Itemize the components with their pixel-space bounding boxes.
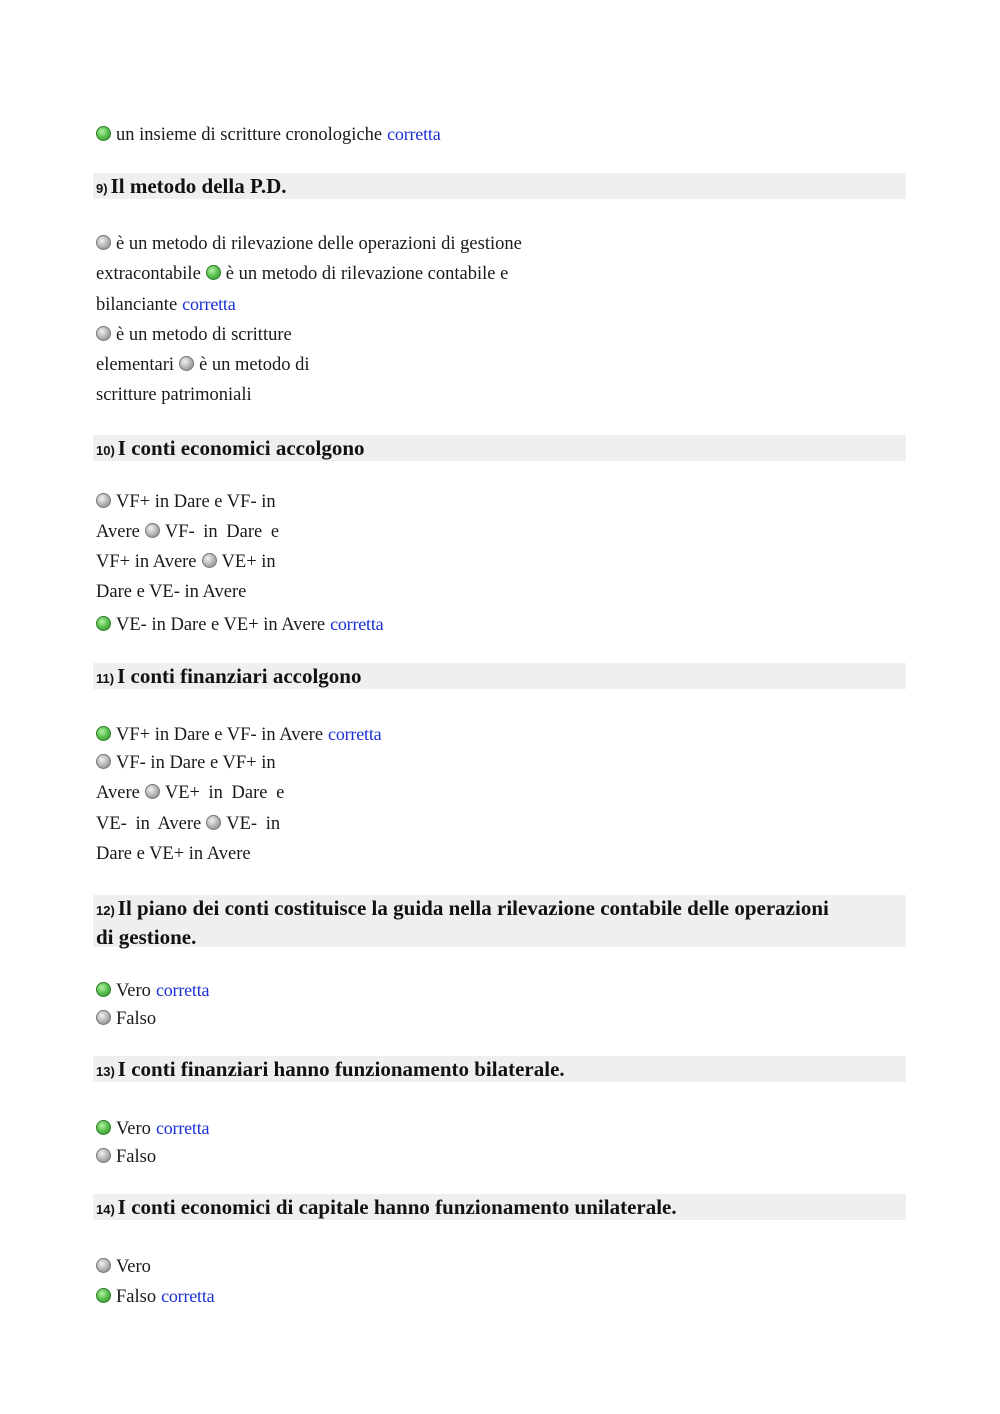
correct-radio-icon <box>96 1288 111 1303</box>
answer-line: Falso corretta <box>96 1285 214 1308</box>
question-text: I conti finanziari accolgono <box>117 664 362 688</box>
answer-line: Avere VE+ in Dare e <box>96 783 285 803</box>
answer-line: è un metodo di scritture <box>96 324 292 346</box>
answer-line: Dare e VE- in Avere <box>96 582 247 602</box>
answer-line: è un metodo di rilevazione delle operazioni di gestione <box>96 233 522 255</box>
question-number: 10) <box>96 443 115 458</box>
question-12-header <box>93 895 906 947</box>
correct-radio-icon <box>96 726 111 741</box>
answer-line: extracontabile è un metodo di rilevazione contabile e <box>96 264 509 284</box>
neutral-radio-icon <box>179 356 194 371</box>
correct-label: corretta <box>387 124 441 144</box>
answer-line: Dare e VE+ in Avere <box>96 844 251 864</box>
question-text: Il metodo della P.D. <box>110 174 287 198</box>
correct-radio-icon <box>206 265 221 280</box>
question-text: I conti economici di capitale hanno funzionamento unilaterale. <box>117 1195 677 1219</box>
question-14-header <box>93 1194 906 1220</box>
neutral-radio-icon <box>202 553 217 568</box>
neutral-radio-icon <box>145 784 160 799</box>
neutral-radio-icon <box>96 235 111 250</box>
answer-line: Vero corretta <box>96 1117 209 1140</box>
correct-label: corretta <box>328 724 382 744</box>
answer-line: VE- in Avere VE- in <box>96 814 281 834</box>
answer-line: elementari è un metodo di <box>96 355 310 375</box>
answer-line: bilanciante corretta <box>96 294 236 315</box>
question-number: 11) <box>96 671 115 686</box>
answer-line: Vero <box>96 1256 151 1278</box>
answer-line: un insieme di scritture cronologiche corretta <box>96 123 440 146</box>
correct-label: corretta <box>161 1286 215 1306</box>
question-number: 12) <box>96 903 115 918</box>
question-text-continued: di gestione. <box>96 925 197 949</box>
neutral-radio-icon <box>145 523 160 538</box>
correct-radio-icon <box>96 126 111 141</box>
neutral-radio-icon <box>96 1010 111 1025</box>
correct-label: corretta <box>182 294 236 314</box>
correct-label: corretta <box>155 1118 210 1138</box>
answer-line: Avere VF- in Dare e <box>96 522 280 542</box>
neutral-radio-icon <box>96 1258 111 1273</box>
question-number: 13) <box>96 1064 115 1079</box>
neutral-radio-icon <box>96 754 111 769</box>
neutral-radio-icon <box>96 326 111 341</box>
question-11-header <box>93 663 906 689</box>
answer-line: scritture patrimoniali <box>96 385 252 405</box>
question-text: I conti economici accolgono <box>117 436 365 460</box>
answer-line: VF+ in Dare e VF- in <box>96 491 276 513</box>
answer-line: VF+ in Avere VE+ in <box>96 552 276 572</box>
correct-radio-icon <box>96 1120 111 1135</box>
question-text: Il piano dei conti costituisce la guida nella rilevazione contabile delle operazioni <box>117 896 829 920</box>
correct-label: corretta <box>330 614 384 634</box>
answer-line: VF+ in Dare e VF- in Avere corretta <box>96 723 381 746</box>
correct-radio-icon <box>96 982 111 997</box>
neutral-radio-icon <box>96 493 111 508</box>
question-9-header <box>93 173 906 199</box>
question-13-header <box>93 1056 906 1082</box>
correct-radio-icon <box>96 616 111 631</box>
question-number: 9) <box>96 181 108 196</box>
answer-line: Falso <box>96 1146 156 1168</box>
answer-line: Falso <box>96 1008 156 1030</box>
correct-label: corretta <box>155 980 210 1000</box>
question-number: 14) <box>96 1202 115 1217</box>
question-10-header <box>93 435 906 461</box>
answer-line: VF- in Dare e VF+ in <box>96 752 276 774</box>
answer-line: Vero corretta <box>96 979 209 1002</box>
neutral-radio-icon <box>96 1148 111 1163</box>
question-text: I conti finanziari hanno funzionamento bilaterale. <box>117 1057 565 1081</box>
answer-line: VE- in Dare e VE+ in Avere corretta <box>96 613 383 636</box>
neutral-radio-icon <box>206 815 221 830</box>
